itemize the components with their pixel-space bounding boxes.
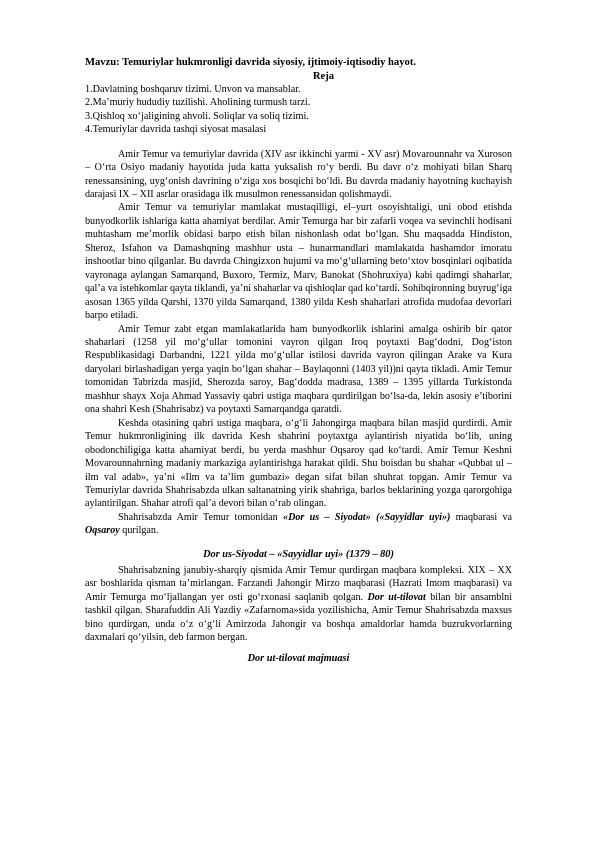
emphasis-text: Oqsaroy — [85, 525, 120, 537]
paragraph — [85, 511, 512, 538]
plan-item: 4.Temuriylar davrida tashqi siyosat masalasi — [85, 124, 267, 136]
paragraph — [85, 564, 512, 645]
plan-item: 1.Davlatning boshqaruv tizimi. Unvon va mansablar. — [85, 84, 301, 95]
emphasis-text: Dor ut-tilovat — [367, 591, 426, 603]
plan-item: 3.Qishloq xo‘jaligining ahvoli. Soliqlar va soliq tizimi. — [85, 110, 309, 122]
section-heading: Dor ut-tilovat majmuasi — [247, 653, 350, 665]
paragraph: Amir Temur va temuriylar davrida (XIV asr ikkinchi yarmi - XV asr) Movarounnahr va Xuroson – O‘rta Osiyo madaniy hayotida juda katta yuksalish ro‘y berdi. Bu davr o‘z mohiyati bilan Sharq renessansining, uyg‘onish davrining o‘ziga xos bosqichi bo‘ldi. Bu davrda madaniy hayotning kuchayish darajasi IX – XII asrlar orasidaga ilk musulmon renessansidan qolishmaydi. — [85, 148, 512, 200]
paragraph-text: qurilgan. — [119, 525, 159, 537]
paragraph-text: Shahrisabzda Amir Temur tomonidan — [118, 511, 284, 523]
plan-list — [85, 83, 512, 137]
paragraph-text: bilan bir ansamblni tashkil qilgan. Sharafuddin Ali Yazdiy «Zafarnoma»sida yozilishicha, Amir Temur Shahrisabzda maxsus bino qurdirgan, unda o‘z o‘g‘li Amirzoda Jahongir va boshqa amaldorlar hamda buzrukvorlarning daxmalari qo‘yilsin, deb farmon bergan. — [85, 591, 512, 644]
paragraph: Amir Temur va temuriylar mamlakat mustaqilligi, el–yurt osoyishtaligi, uni obod etishda bunyodkorlik ishlariga katta ahamiyat berdilar. Amir Temurga har bir zafarli voqea va sevinchli hodisani muhtasham me’morlik obidasi barpo etish bilan nishonlash odat bo‘lgan. Shu maqsadda Hindiston, Sheroz, Isfahon va Damashqning mashhur usta – hunarmandlari mamlakatda hashamdor imoratu inshootlar bino qilganlar. Bu davrda Chingizxon hujumi va mo‘g‘ullarning beto‘xtov bosqinlari oqibatida vayronaga aylangan Samarqand, Buxoro, Termiz, Marv, Banokat (Shohruxiya) kabi qadimgi shaharlar, qal’a va istehkomlar qayta tiklandi, ya’ni shaharlar va qishloqlar qad ko‘tardi. Sohibqironning buyrug‘iga asosan 1365 yilda Qarshi, 1370 yilda Samarqand, 1380 yilda Kesh shaharlari atrofida mudofaa devorlari barpo etiladi. — [85, 202, 512, 322]
paragraph-text: Shahrisabzning janubiy-sharqiy qismida Amir Temur qurdirgan maqbara kompleksi. XIX – XX asr boshlarida qisman ta’mirlangan. Farzandi Jahongir Mirzo maqbarasi (Hazrati Imom maqbarasi) va Amir Temurga mo‘ljallangan yer osti go‘rxonasi saqlanib qolgan. — [85, 564, 512, 603]
plan-heading: Reja — [312, 71, 335, 82]
paragraph: Keshda otasining qabri ustiga maqbara, o‘g‘li Jahongirga maqbara bilan masjid qurdirdi. Amir Temur hukmronligining ilk davrida Kesh shahrini poytaxtga aylantirish niyatida bo‘lib, uning obodonchiligiga katta ahamiyat berdi, bu yerda mashhur Oqsaroy qad ko‘tardi. Amir Temur Keshni Movarounnahrning madaniy markaziga aylantirishga harakat qildi. Shu boisdan bu shahar «Qubbat ul – ilm val adab», ya’ni «Ilm va ta’lim gumbazi» degan sifat bilan shuhrat topgan. Amir Temur va Temuriylar davrida Shahrisabzda ulkan saltanatning yirik shahriga, barlos beklarining yozga qarorgohiga aylantirilgan. Shahar atrofi qal’a devori bilan o‘rab olingan. — [85, 417, 512, 510]
section-heading: Dor us-Siyodat – «Sayyidlar uyi» (1379 – 80) — [203, 548, 394, 560]
emphasis-text: «Dor us – Siyodat» («Sayyidlar uyi») — [283, 511, 451, 523]
paragraph: Amir Temur zabt etgan mamlakatlarida ham bunyodkorlik ishlarini amalga oshirib bir qator shaharlari (1258 yil mo‘g‘ullar tomonini vayron qilgan Iroq poytaxti Bag‘dodni, Dog‘iston Respublikasidagi Darbandni, 1221 yilda mo‘g‘ullar istilosi davrida vayron qilingan Arake va Kura daryolari birlashadigan yerga yaqin bo‘lgan shahar – Baylaqonni (1403 yil))ni qayta tikladi. Amir Temur tomonidan Tabrizda masjid, Sherozda saroy, Bag‘dodda madrasa, 1389 – 1395 yillarda Turkistonda mashhur shayx Xoja Ahmad Yassaviy qabri ustiga maqbara qurdirilgan bo‘lsa-da, lekin asosiy e’tiborini ona shahri Kesh (Shahrisabz) va poytaxti Samarqandga qaratdi. — [85, 323, 512, 416]
plan-item: 2.Ma’muriy hududiy tuzilishi. Aholining turmush tarzi. — [85, 97, 311, 109]
document-title: Mavzu: Temuriylar hukmronligi davrida siyosiy, ijtimoiy-iqtisodiy hayot. — [85, 57, 416, 68]
paragraph-text: maqbarasi va — [450, 511, 512, 523]
